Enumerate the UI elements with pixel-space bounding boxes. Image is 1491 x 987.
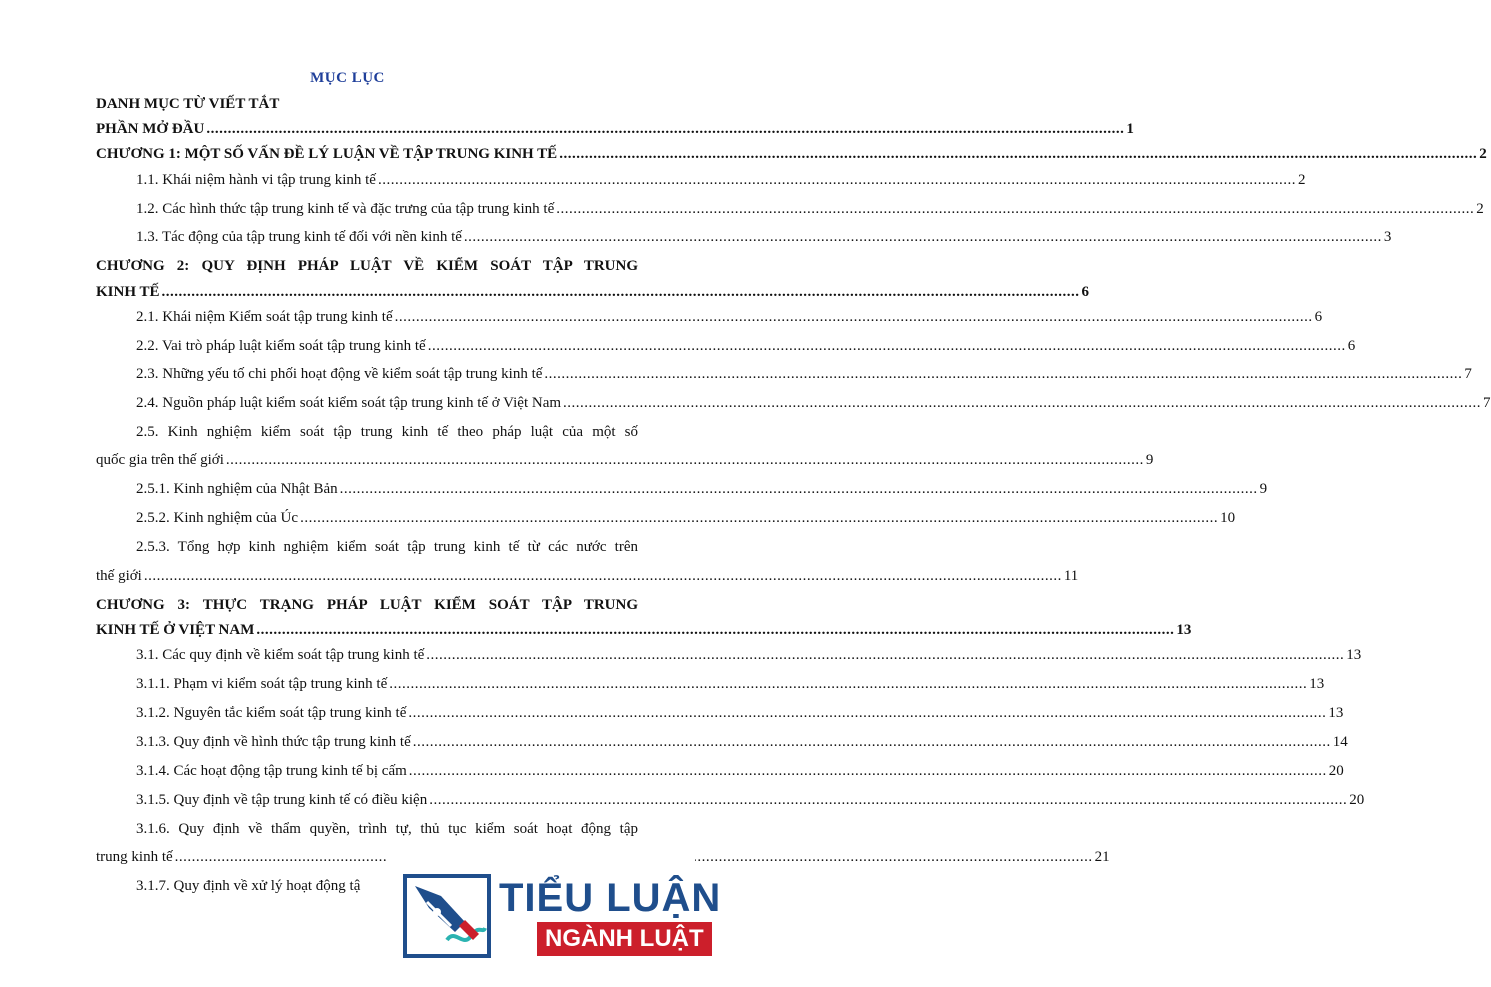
toc-entry-label: 2.1. Khái niệm Kiểm soát tập trung kinh tế [136,309,393,325]
toc-entry-label: 1.3. Tác động của tập trung kinh tế đối với nền kinh tế [136,229,462,245]
toc-entry-3-1[interactable] [136,647,1362,673]
watermark-logo [403,872,722,962]
leader-dots [408,705,1326,722]
leader-dots [559,146,1477,163]
toc-entry-chapter-3[interactable] [96,622,1192,648]
toc-entry-label: DANH MỤC TỪ VIẾT TẮT [96,96,280,112]
toc-entry-3-1-4[interactable] [136,763,1344,789]
leader-dots [256,622,1174,639]
toc-entry-label: 3.1.4. Các hoạt động tập trung kinh tế bị cấm [136,763,407,779]
toc-entry-2-5-3[interactable] [96,568,1079,594]
toc-entry-1-1[interactable] [136,172,1306,198]
toc-entry-2-1[interactable] [136,309,1323,335]
toc-entry-label: 2.5.2. Kinh nghiệm của Úc [136,510,299,526]
toc-entry-3-1-5[interactable] [136,792,1365,818]
toc-entry-3-1-2[interactable] [136,705,1344,731]
toc-entry-chapter-1[interactable] [96,146,1487,172]
leader-dots [300,510,1218,527]
leader-dots [389,676,1307,693]
toc-entry-3-1-3[interactable] [136,734,1348,760]
toc-entry-label: thế giới [96,568,142,584]
leader-dots [464,229,1382,246]
pen-nib-icon [403,874,491,958]
toc-entry-chapter-3-line1[interactable]: CHƯƠNG 3: THỰC TRẠNG PHÁP LUẬT KIỂM SOÁT TẬP TRUNG [96,597,638,613]
toc-title: MỤC LỤC [310,70,385,86]
leader-dots [395,309,1313,326]
logo-title: TIỂU LUẬN [499,876,722,920]
leader-dots [544,366,1462,383]
toc-page-number: 2 [1479,146,1487,162]
leader-dots [226,452,1144,469]
toc-entry-label: quốc gia trên thế giới [96,452,224,468]
toc-entry-label: 1.2. Các hình thức tập trung kinh tế và đặc trưng của tập trung kinh tế [136,201,555,217]
leader-dots [413,734,1331,751]
toc-page-number: 6 [1314,309,1323,325]
leader-dots [428,338,1346,355]
toc-entry-2-5-2[interactable] [136,510,1236,536]
leader-dots [162,284,1080,301]
toc-entry-2-2[interactable] [136,338,1356,364]
toc-entry-label: 3.1.7. Quy định về xử lý hoạt động tậ [136,878,361,894]
toc-entry-3-1-6-line1[interactable]: 3.1.6. Quy định về thẩm quyền, trình tự, thủ tục kiểm soát hoạt động tập [136,821,638,837]
toc-entry-2-4[interactable] [136,395,1491,421]
toc-page-number: 7 [1483,395,1491,411]
toc-page-number: 20 [1349,792,1365,808]
toc-entry-label: KINH TẾ [96,284,160,300]
toc-page-number: 3 [1383,229,1392,245]
toc-entry-label: 3.1.5. Quy định về tập trung kinh tế có điều kiện [136,792,428,808]
toc-entry-2-3[interactable] [136,366,1472,392]
toc-page-number: 9 [1145,452,1154,468]
toc-entry-2-5[interactable] [96,452,1154,478]
toc-entry-label: 3.1.2. Nguyên tắc kiểm soát tập trung kinh tế [136,705,407,721]
toc-entry-label: CHƯƠNG 1: MỘT SỐ VẤN ĐỀ LÝ LUẬN VỀ TẬP TRUNG KINH TẾ [96,146,558,162]
toc-entry-label: 2.3. Những yếu tố chi phối hoạt động về kiểm soát tập trung kinh tế [136,366,543,382]
toc-entry-chapter-2-line1[interactable]: CHƯƠNG 2: QUY ĐỊNH PHÁP LUẬT VỀ KIỂM SOÁT TẬP TRUNG [96,258,638,274]
toc-page-number: 21 [1094,849,1110,865]
toc-page-number: 1 [1126,121,1134,137]
toc-page-number: 10 [1220,510,1236,526]
toc-page-number: 9 [1259,481,1268,497]
leader-dots [556,201,1474,218]
toc-entry-label: 2.4. Nguồn pháp luật kiểm soát kiểm soát tập trung kinh tế ở Việt Nam [136,395,562,411]
toc-entry-chapter-2[interactable] [96,284,1089,310]
toc-page-number: 14 [1332,734,1348,750]
leader-dots [340,481,1258,498]
toc-entry-label: 1.1. Khái niệm hành vi tập trung kinh tế [136,172,376,188]
toc-entry-2-5-3-line1[interactable]: 2.5.3. Tổng hợp kinh nghiệm kiểm soát tập trung kinh tế từ các nước trên [136,539,638,555]
toc-page-number: 13 [1328,705,1344,721]
logo-subtitle-badge: NGÀNH LUẬT [537,922,712,956]
toc-entry-label: 3.1. Các quy định về kiểm soát tập trung kinh tế [136,647,425,663]
toc-entry-abbreviations[interactable] [96,96,638,122]
toc-page-number: 20 [1328,763,1344,779]
toc-page-number: 13 [1176,622,1192,638]
leader-dots [144,568,1062,585]
toc-page-number: 13 [1309,676,1325,692]
toc-entry-label: 2.2. Vai trò pháp luật kiểm soát tập trung kinh tế [136,338,426,354]
toc-entry-label: trung kinh tế [96,849,173,865]
leader-dots [426,647,1344,664]
leader-dots [206,121,1124,138]
toc-entry-label: 3.1.3. Quy định về hình thức tập trung kinh tế [136,734,411,750]
toc-page-number: 6 [1081,284,1089,300]
toc-page-number: 2 [1476,201,1484,217]
leader-dots [429,792,1347,809]
toc-entry-label: 2.5.1. Kinh nghiệm của Nhật Bản [136,481,338,497]
toc-entry-label: PHẦN MỞ ĐẦU [96,121,205,137]
toc-entry-1-2[interactable] [136,201,1484,227]
leader-dots [409,763,1327,780]
leader-dots [563,395,1481,412]
toc-entry-introduction[interactable] [96,121,1134,147]
toc-entry-2-5-line1[interactable]: 2.5. Kinh nghiệm kiểm soát tập trung kinh tế theo pháp luật của một số [136,424,638,440]
toc-page-number: 13 [1346,647,1362,663]
toc-entry-label: KINH TẾ Ở VIỆT NAM [96,622,255,638]
toc-page-number: 2 [1297,172,1306,188]
toc-page-number: 7 [1464,366,1472,382]
toc-entry-3-1-1[interactable] [136,676,1325,702]
leader-dots [378,172,1296,189]
toc-entry-2-5-1[interactable] [136,481,1268,507]
toc-page-number: 6 [1347,338,1356,354]
toc-entry-label: 3.1.1. Phạm vi kiểm soát tập trung kinh tế [136,676,388,692]
toc-entry-1-3[interactable] [136,229,1392,255]
toc-page-number: 11 [1063,568,1079,584]
